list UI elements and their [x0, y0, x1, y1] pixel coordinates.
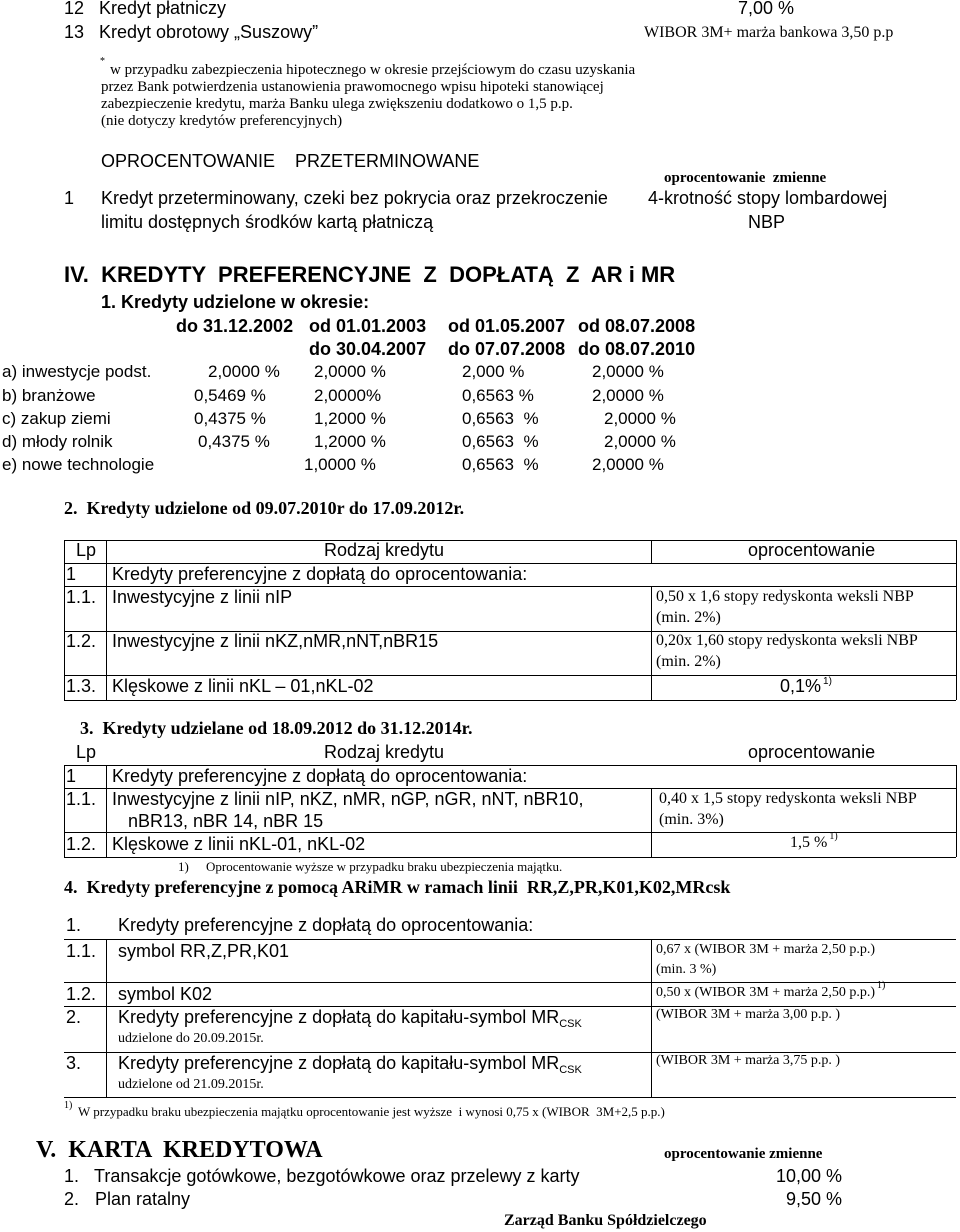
- credit-type: c) zakup ziemi: [2, 409, 111, 428]
- row-number: 1: [64, 188, 75, 208]
- row-number: 1.2.: [66, 631, 97, 651]
- row-number: 2.: [64, 1189, 80, 1209]
- rate-value: 0,4375 %: [198, 432, 270, 451]
- rate-value: 2,0000 %: [592, 455, 664, 474]
- credit-rate-min: (min. 3%): [659, 811, 724, 828]
- column-header: oprocentowanie: [748, 742, 876, 762]
- footnote-line: zabezpieczenie kredytu, marża Banku ulega zwiększeniu dodatkowo o 1,5 p.p.: [101, 96, 573, 112]
- rate-value: 2,000 %: [462, 362, 525, 381]
- credit-rate: 0,67 x (WIBOR 3M + marża 2,50 p.p.): [656, 942, 876, 957]
- subsection-heading: 3. Kredyty udzielane od 18.09.2012 do 31.12.2014r.: [80, 718, 473, 738]
- credit-rate-min: (min. 3 %): [656, 962, 717, 977]
- row-number: 1.: [64, 1166, 80, 1186]
- signature: Zarząd Banku Spółdzielczego: [504, 1212, 707, 1229]
- rate-value: 2,0000%: [314, 386, 382, 405]
- row-number: 1.1.: [66, 941, 97, 961]
- credit-rate: 4-krotność stopy lombardowej: [648, 188, 888, 208]
- footnote-ref: 1): [877, 980, 886, 991]
- row-number: 1.: [66, 915, 82, 935]
- rate-value: 2,0000 %: [208, 362, 280, 381]
- credit-name: symbol RR,Z,PR,K01: [118, 941, 290, 961]
- row-number: 12: [64, 0, 85, 18]
- rate-value: 0,6563 %: [462, 409, 539, 428]
- row-number: 1.2.: [66, 834, 97, 854]
- column-header: Rodzaj kredytu: [324, 742, 445, 762]
- footnote-marker: *: [100, 56, 105, 67]
- rate-value: 0,6563 %: [462, 432, 539, 451]
- credit-rate: 1,5 % $^{1)}$: [790, 831, 838, 851]
- period-label: od 01.01.2003: [309, 316, 427, 336]
- rate-value: 2,0000 %: [592, 386, 664, 405]
- column-header: Lp: [76, 742, 97, 762]
- credit-name: symbol K02: [118, 984, 213, 1004]
- row-number: 1: [66, 564, 77, 584]
- period-label: do 31.12.2002: [176, 316, 294, 336]
- footnote-line: przez Bank potwierdzenia ustanowienia prawomocnego wpisu hipoteki stanowiącej: [101, 79, 604, 95]
- footnote-ref: 1): [823, 676, 832, 687]
- credit-name: Inwestycyjne z linii nIP: [112, 587, 293, 607]
- footnote-text: Oprocentowanie wyższe w przypadku braku ubezpieczenia majątku.: [206, 859, 563, 874]
- rate-value: 2,0000 %: [604, 409, 676, 428]
- credit-type: b) branżowe: [2, 386, 96, 405]
- row-number: 1.1.: [66, 789, 97, 809]
- footnote-marker: 1): [64, 1100, 73, 1111]
- credit-type: d) młody rolnik: [2, 432, 113, 451]
- rate-value: 1,2000 %: [314, 432, 386, 451]
- period-label: do 07.07.2008: [448, 339, 566, 359]
- credit-rate: (WIBOR 3M + marża 3,00 p.p. ): [656, 1007, 841, 1022]
- rate-value: 0,6563 %: [462, 386, 534, 405]
- rate-column-header: oprocentowanie zmienne: [664, 1146, 823, 1162]
- footnote-text: W przypadku braku ubezpieczenia majątku oprocentowanie jest wyższe i wynosi 0,75 x (WIBOR 3M+2,5 p.p.): [78, 1104, 665, 1119]
- credit-type: e) nowe technologie: [2, 455, 155, 474]
- credit-name: limitu dostępnych środków kartą płatniczą: [101, 212, 434, 232]
- row-number: 1.1.: [66, 587, 97, 607]
- rate-value: 2,0000 %: [592, 362, 664, 381]
- credit-issue-date: udzielone od 21.09.2015r.: [118, 1077, 264, 1092]
- credit-rate: 7,00 %: [738, 0, 795, 18]
- column-header: oprocentowanie: [748, 540, 876, 560]
- credit-rate: 0,50 x 1,6 stopy redyskonta weksli NBP: [656, 588, 914, 605]
- credit-rate: 0,20x 1,60 stopy redyskonta weksli NBP: [656, 632, 918, 649]
- credit-name: Kredyty preferencyjne z dopłatą do oprocentowania:: [112, 766, 528, 786]
- credit-rate-min: (min. 2%): [656, 609, 721, 626]
- credit-rate: 10,00 %: [776, 1166, 843, 1186]
- column-header: Lp: [76, 540, 97, 560]
- section-title: V. KARTA KREDYTOWA: [36, 1137, 323, 1163]
- rate-value: 0,6563 %: [462, 455, 539, 474]
- credit-name: Inwestycyjne z linii nIP, nKZ, nMR, nGP, nGR, nNT, nBR10,: [112, 789, 584, 809]
- credit-rate: 9,50 %: [786, 1189, 843, 1209]
- rate-column-header: oprocentowanie zmienne: [664, 170, 827, 186]
- row-number: 1.2.: [66, 984, 97, 1004]
- credit-name: Kredyty preferencyjne z dopłatą do kapitału-symbol $MR_{CSK}$: [118, 1053, 582, 1076]
- credit-name: Kredyt obrotowy „Suszowy”: [99, 22, 319, 42]
- footnote-marker: 1): [178, 859, 189, 874]
- footnote-ref: 1): [829, 831, 838, 842]
- subsection-heading: 4. Kredyty preferencyjne z pomocą ARiMR w ramach linii RR,Z,PR,K01,K02,MRcsk: [64, 877, 731, 897]
- row-number: 13: [64, 22, 85, 42]
- row-number: 1.3.: [66, 676, 97, 696]
- credit-name: Inwestycyjne z linii nKZ,nMR,nNT,nBR15: [112, 631, 439, 651]
- section-heading: OPROCENTOWANIE PRZETERMINOWANE: [101, 151, 480, 171]
- row-number: 1: [66, 766, 77, 786]
- subsection-heading: 2. Kredyty udzielone od 09.07.2010r do 17.09.2012r.: [64, 498, 465, 518]
- credit-issue-date: udzielone do 20.09.2015r.: [118, 1031, 264, 1046]
- credit-type: a) inwestycje podst.: [2, 362, 152, 381]
- footnote-line: w przypadku zabezpieczenia hipotecznego w okresie przejściowym do czasu uzyskania: [110, 62, 636, 78]
- rate-value: 0,5469 %: [194, 386, 266, 405]
- period-label: do 30.04.2007: [309, 339, 427, 359]
- credit-name: Kredyt płatniczy: [99, 0, 227, 18]
- period-label: do 08.07.2010: [578, 339, 696, 359]
- rate-value: 2,0000 %: [604, 432, 676, 451]
- subsection-heading: 1. Kredyty udzielone w okresie:: [101, 292, 370, 312]
- credit-name: nBR13, nBR 14, nBR 15: [128, 811, 324, 831]
- row-number: 2.: [66, 1007, 82, 1027]
- rate-value: 0,4375 %: [194, 409, 266, 428]
- rate-value: 1,2000 %: [314, 409, 386, 428]
- credit-name: Kredyty preferencyjne z dopłatą do oprocentowania:: [118, 915, 534, 935]
- row-number: 3.: [66, 1053, 82, 1073]
- credit-name: Kredyty preferencyjne z dopłatą do oprocentowania:: [112, 564, 528, 584]
- rate-value: 2,0000 %: [314, 362, 386, 381]
- credit-name: Kredyty preferencyjne z dopłatą do kapitału-symbol $MR_{CSK}$: [118, 1007, 582, 1030]
- column-header: Rodzaj kredytu: [324, 540, 445, 560]
- credit-name: Klęskowe z linii nKL-01, nKL-02: [112, 834, 366, 854]
- footnote-line: (nie dotyczy kredytów preferencyjnych): [101, 113, 343, 129]
- credit-rate: WIBOR 3M+ marża bankowa 3,50 p.p: [644, 24, 894, 41]
- credit-name: Klęskowe z linii nKL – 01,nKL-02: [112, 676, 374, 696]
- credit-rate: (WIBOR 3M + marża 3,75 p.p. ): [656, 1053, 841, 1068]
- credit-name: Transakcje gotówkowe, bezgotówkowe oraz przelewy z karty: [94, 1166, 580, 1186]
- credit-rate: NBP: [748, 212, 786, 232]
- credit-rate: 0,50 x (WIBOR 3M + marża 2,50 p.p.) $^{1)}$: [656, 980, 886, 1000]
- credit-rate: 0,1% $^{1)}$: [780, 676, 832, 696]
- credit-name: Kredyt przeterminowany, czeki bez pokrycia oraz przekroczenie: [101, 188, 608, 208]
- credit-name: Plan ratalny: [90, 1189, 191, 1209]
- period-label: od 08.07.2008: [578, 316, 696, 336]
- period-label: od 01.05.2007: [448, 316, 566, 336]
- credit-rate: 0,40 x 1,5 stopy redyskonta weksli NBP: [659, 790, 917, 807]
- section-title: IV. KREDYTY PREFERENCYJNE Z DOPŁATĄ Z AR i MR: [64, 262, 676, 287]
- rate-value: 1,0000 %: [304, 455, 376, 474]
- credit-rate-min: (min. 2%): [656, 653, 721, 670]
